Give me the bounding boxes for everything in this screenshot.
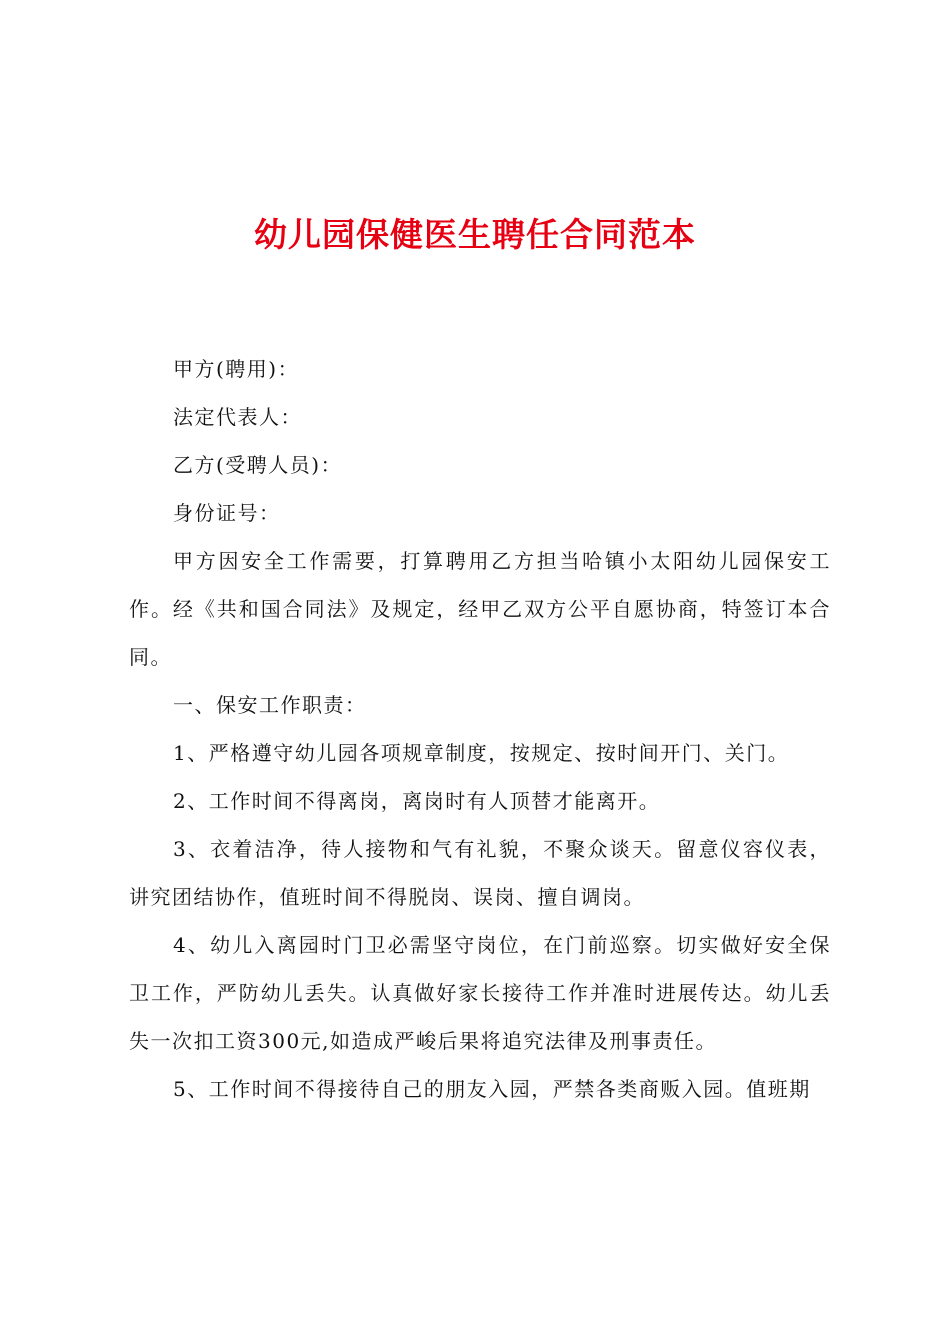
document-title: 幼儿园保健医生聘任合同范本	[254, 215, 696, 254]
duty-item-2: 2、工作时间不得离岗，离岗时有人顶替才能离开。	[173, 789, 661, 813]
duty-item-1: 1、严格遵守幼儿园各项规章制度，按规定、按时间开门、关门。	[173, 741, 790, 765]
duty-item-4: 4、幼儿入离园时门卫必需坚守岗位，在门前巡察。切实做好安全保卫工作，严防幼儿丢失。认真做好家长接待工作并准时进展传达。幼儿丢失一次扣工资300元,如造成严峻后果将追究法律及刑事责任。	[129, 933, 831, 1053]
section-heading-duties: 一、保安工作职责：	[173, 693, 367, 717]
preamble-paragraph: 甲方因安全工作需要，打算聘用乙方担当哈镇小太阳幼儿园保安工作。经《共和国合同法》及规定，经甲乙双方公平自愿协商，特签订本合同。	[129, 549, 831, 669]
duty-item-3: 3、衣着洁净，待人接物和气有礼貌，不聚众谈天。留意仪容仪表，讲究团结协作，值班时间不得脱岗、误岗、擅自调岗。	[129, 837, 831, 909]
id-number-line: 身份证号：	[173, 501, 281, 525]
party-a-line: 甲方(聘用)：	[173, 357, 300, 381]
document-body	[129, 345, 831, 1113]
duty-item-5: 5、工作时间不得接待自己的朋友入园，严禁各类商贩入园。值班期	[173, 1077, 811, 1101]
legal-representative-line: 法定代表人：	[173, 405, 302, 429]
party-b-line: 乙方(受聘人员)：	[173, 453, 343, 477]
